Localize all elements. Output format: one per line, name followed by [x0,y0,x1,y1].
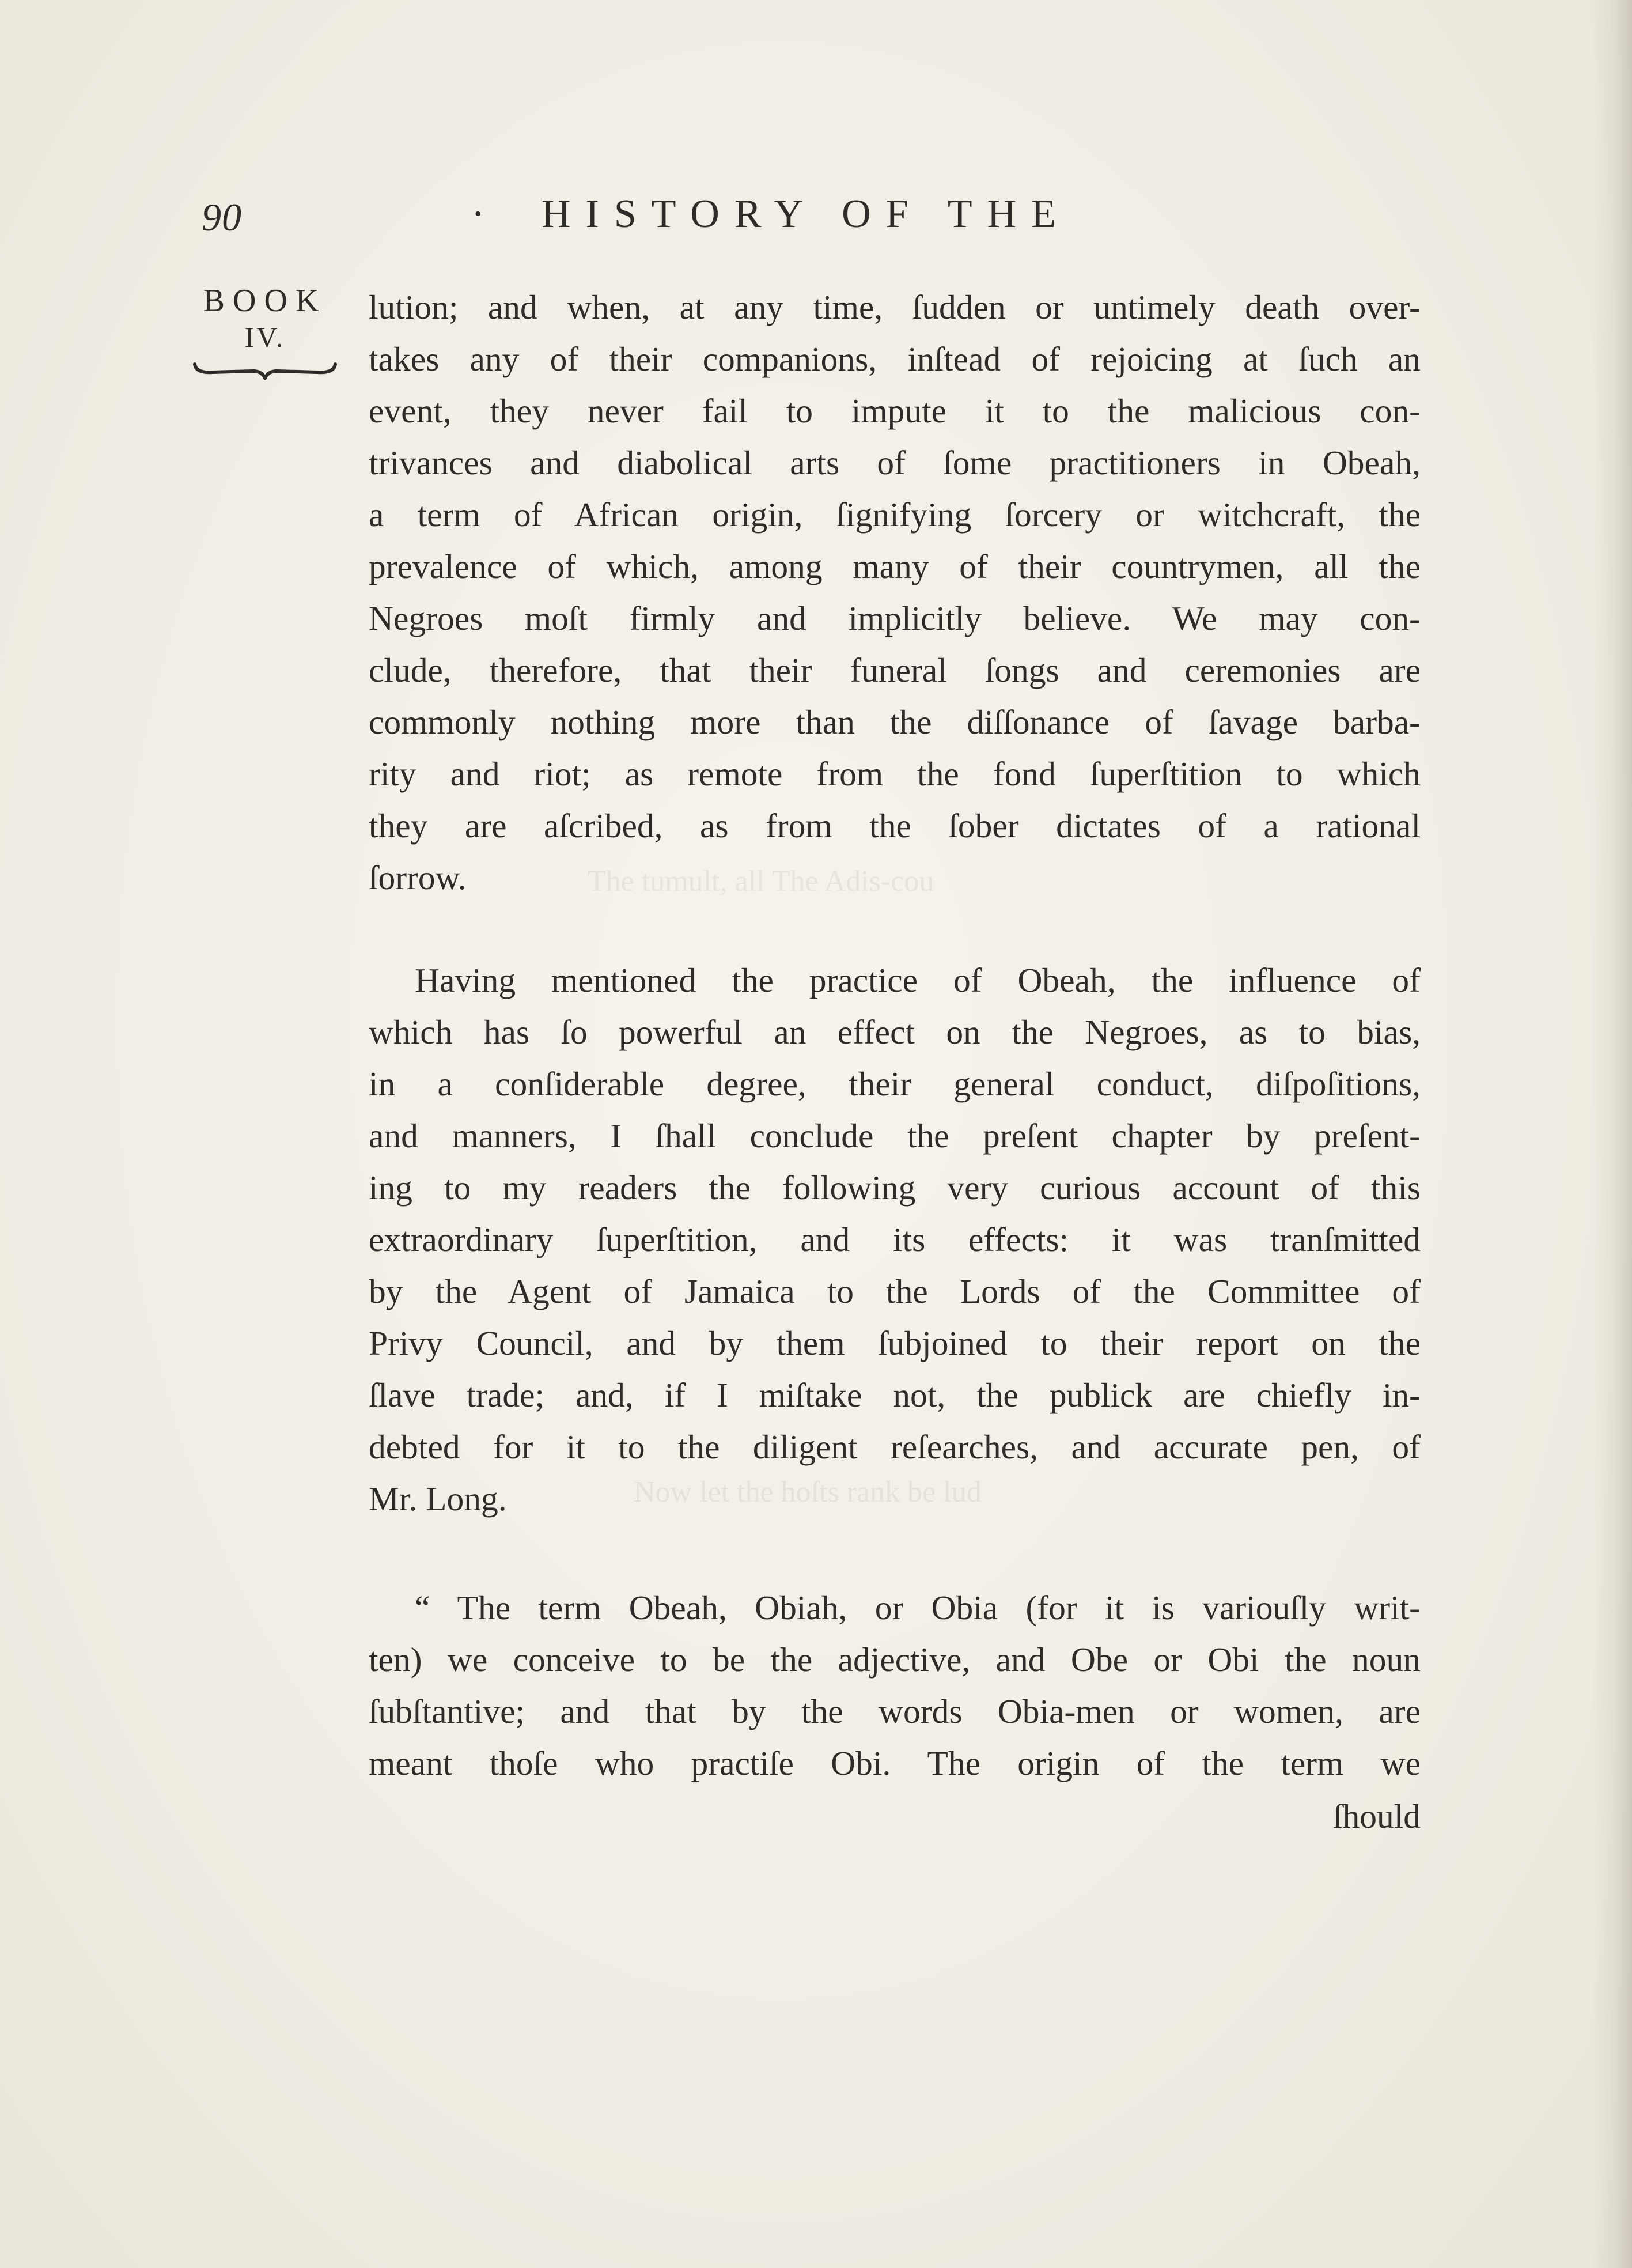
text-line: Mr. Long. [369,1480,507,1518]
text-line: which has ſo powerful an effect on the Negroes, as to bias, [369,1013,1421,1051]
page-number: 90 [202,195,242,239]
text-line: ten) we conceive to be the adjective, and Obe or Obi the noun [369,1640,1421,1679]
text-line: takes any of their companions, inſtead of rejoicing at ſuch an [369,340,1421,378]
text-line: rity and riot; as remote from the fond ſuperſtition to which [369,755,1421,793]
text-line: a term of African origin, ſignifying ſorcery or witchcraft, the [369,496,1421,534]
text-line: Negroes moſt firmly and implicitly believe. We may con- [369,599,1421,637]
text-line: Having mentioned the practice of Obeah, the influence of [415,961,1421,999]
text-line: event, they never fail to impute it to the malicious con- [369,392,1421,430]
running-head-text: HISTORY OF THE [542,192,1071,236]
paragraph-1 [369,281,1421,904]
page-gutter-shadow [1592,0,1632,2268]
text-line: Privy Council, and by them ſubjoined to their report on the [369,1324,1421,1362]
margin-note-book: BOOK [203,283,327,319]
horizontal-brace-icon [190,357,340,380]
text-line: debted for it to the diligent reſearches, and accurate pen, of [369,1428,1421,1466]
text-line: in a conſiderable degree, their general conduct, diſpoſitions, [369,1065,1421,1103]
running-head [471,191,1256,237]
margin-note-volume: IV. [244,321,286,353]
margin-note [190,282,340,380]
paragraph-3 [369,1582,1421,1789]
text-line: ſlave trade; and, if I miſtake not, the publick are chiefly in- [369,1376,1421,1414]
catchword: ſhould [1332,1797,1421,1835]
text-line: clude, therefore, that their funeral ſongs and ceremonies are [369,651,1421,689]
text-line: ing to my readers the following very curious account of this [369,1169,1421,1207]
text-line: commonly nothing more than the diſſonance of ſavage barba- [369,703,1421,741]
text-line: “ The term Obeah, Obiah, or Obia (for it is variouſly writ- [415,1589,1421,1627]
bleed-through-text: Now let the hoſts rank be lud [634,1476,982,1509]
running-head-ornament: · [471,192,500,236]
text-line: lution; and when, at any time, ſudden or untimely death over- [369,288,1421,326]
text-line: trivances and diabolical arts of ſome practitioners in Obeah, [369,444,1421,482]
text-line: ſorrow. [369,859,467,897]
text-line: by the Agent of Jamaica to the Lords of the Committee of [369,1272,1421,1310]
text-line: and manners, I ſhall conclude the preſent chapter by preſent- [369,1117,1421,1155]
text-line: extraordinary ſuperſtition, and its effects: it was tranſmitted [369,1220,1421,1258]
bleed-through-text: The tumult, all The Adis-cou [588,865,934,898]
paragraph-2 [369,954,1421,1525]
text-line: ſubſtantive; and that by the words Obia-men or women, are [369,1692,1421,1730]
text-line: prevalence of which, among many of their countrymen, all the [369,547,1421,585]
text-line: meant thoſe who practiſe Obi. The origin of the term we [369,1744,1421,1782]
text-line: they are aſcribed, as from the ſober dictates of a rational [369,807,1421,845]
